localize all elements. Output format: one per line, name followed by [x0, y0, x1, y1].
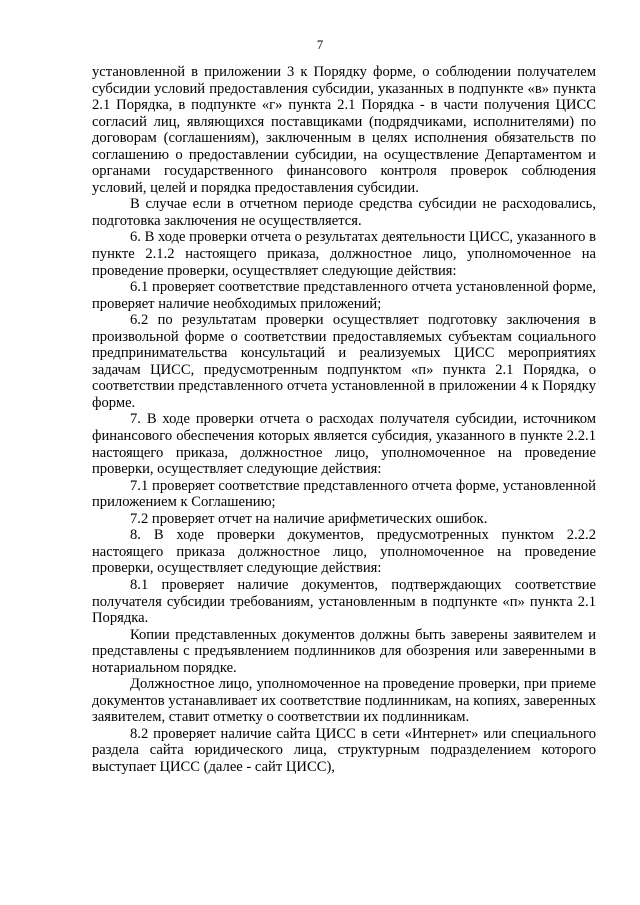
- paragraph-item-8-2: 8.2 проверяет наличие сайта ЦИСС в сети «Интернет» или специального раздела сайта юридического лица, структурным подразделением которого выступает ЦИСС (далее - сайт ЦИСС),: [92, 725, 596, 775]
- paragraph-item-8: 8. В ходе проверки документов, предусмотренных пунктом 2.2.2 настоящего приказа должностное лицо, уполномоченное на проведение проверки, осуществляет следующие действия:: [92, 527, 596, 577]
- paragraph-item-7-2: 7.2 проверяет отчет на наличие арифметических ошибок.: [130, 510, 488, 527]
- paragraph-item-7: 7. В ходе проверки отчета о расходах получателя субсидии, источником финансового обеспечения которых является субсидия, указанного в пункте 2.2.1 настоящего приказа, должностное лицо, уполномоченное на проведение проверки, осуществляет следующие действия:: [92, 411, 596, 478]
- paragraph: Должностное лицо, уполномоченное на проведение проверки, при приеме документов устанавливает их соответствие подлинникам, на копиях, заверенных заявителем, ставит отметку о соответствии их подлинникам.: [92, 676, 596, 726]
- paragraph-continuation: установленной в приложении 3 к Порядку форме, о соблюдении получателем субсидии условий предоставления субсидии, указанных в подпункте «в» пункта 2.1 Порядка, в подпункте «г» пункта 2.1 Порядка - в части получения ЦИСС согласий лиц, являющихся поставщиками (подрядчиками, исполнителями) по договорам (соглашениям), заключенным в целях исполнения обязательств по соглашению о предоставлении субсидии, на осуществление Департаментом и органами государственного финансового контроля проверок соблюдения условий, целей и порядка предоставления субсидии.: [92, 64, 596, 196]
- paragraph-item-6-1: 6.1 проверяет соответствие представленного отчета установленной форме, проверяет наличие необходимых приложений;: [92, 279, 596, 312]
- paragraph: Копии представленных документов должны быть заверены заявителем и представлены с предъявлением подлинников для обозрения или заверенными в нотариальном порядке.: [92, 626, 596, 676]
- paragraph-item-8-1: 8.1 проверяет наличие документов, подтверждающих соответствие получателя субсидии требованиям, установленным в подпункте «п» пункта 2.1 Порядка.: [92, 576, 596, 627]
- page-number: 7: [316, 38, 324, 52]
- paragraph-item-6: 6. В ходе проверки отчета о результатах деятельности ЦИСС, указанного в пункте 2.1.2 настоящего приказа, должностное лицо, уполномоченное на проведение проверки, осуществляет следующие действия:: [92, 229, 596, 279]
- paragraph: В случае если в отчетном периоде средства субсидии не расходовались, подготовка заключения не осуществляется.: [92, 196, 596, 229]
- paragraph-item-7-1: 7.1 проверяет соответствие представленного отчета форме, установленной приложением к Соглашению;: [92, 477, 596, 511]
- document-body: [92, 64, 596, 776]
- paragraph-item-6-2: 6.2 по результатам проверки осуществляет подготовку заключения в произвольной форме о соответствии предоставляемых субъектам социального предпринимательства консультаций и реализуемых ЦИСС мероприятиях задачам ЦИСС, предусмотренным подпунктом «п» пункта 2.1 Порядка, о соответствии представленного отчета установленной в приложении 4 к Порядку форме.: [92, 312, 596, 411]
